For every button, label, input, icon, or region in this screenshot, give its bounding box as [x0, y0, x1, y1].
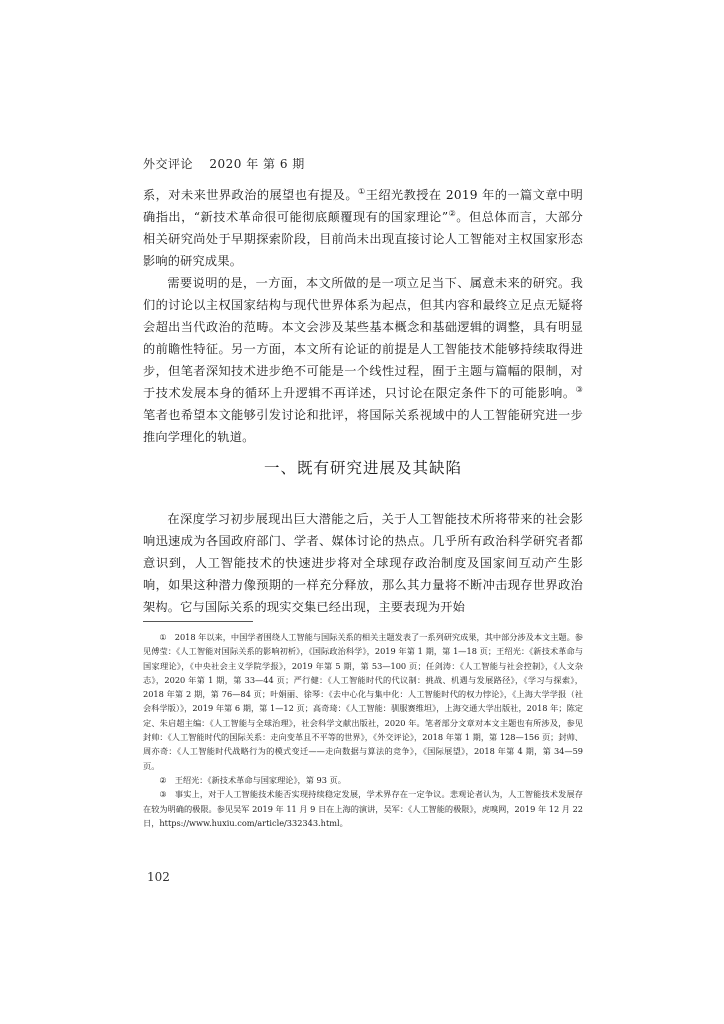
- intro-p2-part-a: 需要说明的是，一方面，本文所做的是一项立足当下、属意未来的研究。我们的讨论以主权国家结构与现代世界体系为起点，但其内容和最终立足点无疑将会超出当代政治的范畴。本文会涉及某些基本概念和基础逻辑的调整，具有明显的前瞻性特征。另一方面，本文所有论证的前提是人工智能技术能够持续取得进步，但笔者深知技术进步绝不可能是一个线性过程，囿于主题与篇幅的限制，对于技术发展本身的循环上升逻辑不再详述，只讨论在限定条件下的可能影响。: [143, 276, 583, 400]
- intro-p1-part-c: 。但总体而言，大部分相关研究尚处于早期探索阶段，目前尚未出现直接讨论人工智能对主权国家形态影响的研究成果。: [143, 210, 583, 268]
- intro-p2-part-b: 笔者也希望本文能够引发讨论和批评，将国际关系视域中的人工智能研究进一步推向学理化的轨道。: [143, 408, 583, 444]
- intro-paragraph-2: [143, 272, 583, 448]
- footnote-divider: [143, 621, 253, 622]
- footnote-2: [143, 773, 583, 787]
- page-number: 102: [147, 870, 170, 884]
- intro-p1-part-a: 系，对未来世界政治的展望也有提及。: [143, 188, 359, 202]
- footnotes: [143, 630, 583, 830]
- footnote-text-3: 事实上，对于人工智能技术能否实现持续稳定发展，学术界存在一定争议。悲观论者认为，人工智能技术发展存在较为明确的极限。参见吴军 2019 年 11 月 9 日在上海的演讲，吴军：《人工智能的极限》，虎嗅网，2019 年 12 月 22 日，https://www.huxiu.com/article/332343.html。: [143, 789, 583, 828]
- issue-info: 2020 年 第 6 期: [209, 157, 305, 171]
- intro-paragraph-1: [143, 184, 583, 272]
- section-text: [143, 508, 583, 618]
- running-header: [143, 155, 305, 172]
- footnote-1: [143, 630, 583, 773]
- footnote-marker-3: ③: [159, 789, 167, 800]
- intro-p1-part-b: 王绍光教授在 2019 年的一篇文章中明确指出，“新技术革命很可能彻底颠覆现有的国家理论”: [143, 188, 584, 224]
- intro-text: [143, 184, 583, 448]
- footnote-text-1: 2018 年以来，中国学者围绕人工智能与国际关系的相关主题发表了一系列研究成果，其中部分涉及本文主题。参见傅莹：《人工智能对国际关系的影响初析》，《国际政治科学》，2019 年第 1 期，第 1—18 页；王绍光：《新技术革命与国家理论》，《中央社会主义学院学报》，2019 年第 5 期，第 53—100 页；任剑涛：《人工智能与社会控制》，《人文杂志》，2020 年第 1 期，第 33—44 页；严行健：《人工智能时代的代议制：挑战、机遇与发展路径》，《学习与探索》，2018 年第 2 期，第 76—84 页；叶娟丽、徐琴：《去中心化与集中化：人工智能时代的权力悖论》，《上海大学学报（社会科学版）》，2019 年第 6 期，第 1—12 页；高奇琦：《人工智能：驯服赛维坦》，上海交通大学出版社，2018 年；陈定定、朱启超主编：《人工智能与全球治理》，社会科学文献出版社，2020 年。笔者部分文章对本文主题也有所涉及，参见封帅：《人工智能时代的国际关系：走向变革且不平等的世界》，《外交评论》，2018 年第 1 期，第 128—156 页；封帅、周亦奇：《人工智能时代战略行为的模式变迁——走向数据与算法的竞争》，《国际展望》，2018 年第 4 期，第 34—59 页。: [143, 632, 583, 771]
- section-paragraph-1: 在深度学习初步展现出巨大潜能之后，关于人工智能技术所将带来的社会影响迅速成为各国政府部门、学者、媒体讨论的热点。几乎所有政治科学研究者都意识到，人工智能技术的快速进步将对全球现存政治制度及国家间互动产生影响，如果这种潜力像预期的一样充分释放，那么其力量将不断冲击现存世界政治架构。它与国际关系的现实交集已经出现，主要表现为开始: [143, 512, 583, 614]
- footnote-marker-1: ①: [159, 632, 167, 642]
- footnote-ref-2[interactable]: ②: [448, 209, 457, 218]
- footnote-ref-1[interactable]: ①: [358, 187, 366, 196]
- footnote-marker-2: ②: [159, 774, 167, 785]
- journal-title: 外交评论: [143, 157, 194, 171]
- footnote-ref-3[interactable]: ③: [575, 385, 583, 394]
- section-heading: 一、既有研究进展及其缺陷: [263, 459, 462, 477]
- footnote-text-2: 王绍光：《新技术革命与国家理论》，第 93 页。: [174, 774, 346, 785]
- footnote-3: [143, 787, 583, 830]
